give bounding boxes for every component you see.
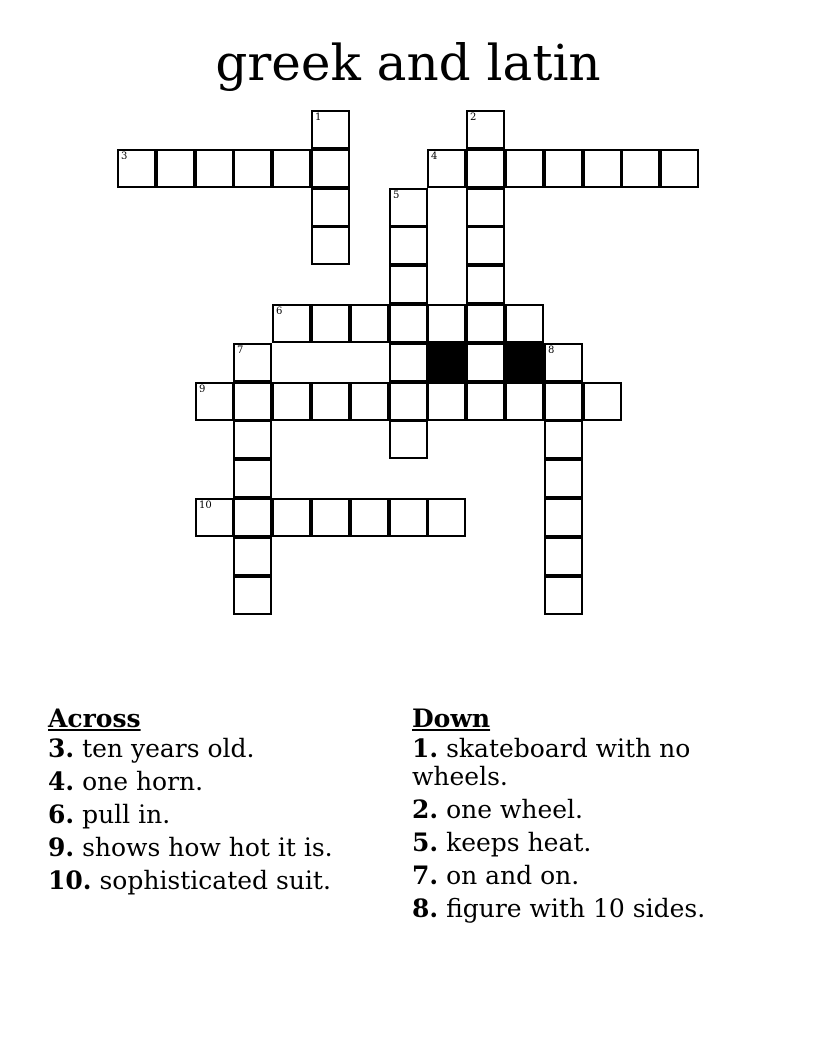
grid-cell[interactable] bbox=[466, 343, 505, 382]
across-clue bbox=[48, 768, 368, 796]
grid-cell[interactable] bbox=[389, 343, 428, 382]
across-clue bbox=[48, 735, 368, 763]
clue-number-label: 9 bbox=[199, 384, 206, 395]
clue-number-label: 3 bbox=[121, 151, 128, 162]
across-clue bbox=[48, 801, 368, 829]
clue-number-label: 6 bbox=[276, 306, 283, 317]
down-heading: Down bbox=[412, 704, 491, 733]
grid-cell[interactable] bbox=[272, 149, 311, 188]
grid-cell[interactable] bbox=[233, 498, 272, 537]
grid-cell[interactable] bbox=[272, 382, 311, 421]
grid-cell[interactable] bbox=[427, 304, 466, 343]
grid-cell[interactable] bbox=[311, 226, 350, 265]
grid-cell[interactable] bbox=[427, 382, 466, 421]
grid-cell[interactable] bbox=[233, 576, 272, 615]
grid-cell[interactable] bbox=[311, 304, 350, 343]
clue-text: keeps heat. bbox=[446, 828, 592, 857]
grid-cell[interactable] bbox=[544, 343, 583, 382]
grid-cell[interactable] bbox=[427, 149, 466, 188]
grid-cell[interactable] bbox=[583, 382, 622, 421]
clue-number: 9. bbox=[48, 833, 75, 862]
clue-number-label: 1 bbox=[315, 112, 322, 123]
clue-number: 5. bbox=[412, 828, 439, 857]
grid-cell[interactable] bbox=[389, 498, 428, 537]
grid-cell[interactable] bbox=[544, 498, 583, 537]
grid-cell[interactable] bbox=[466, 188, 505, 227]
clue-number-label: 5 bbox=[393, 190, 400, 201]
grid-cell[interactable] bbox=[583, 149, 622, 188]
grid-cell[interactable] bbox=[505, 304, 544, 343]
grid-cell[interactable] bbox=[195, 382, 234, 421]
across-clue bbox=[48, 834, 368, 862]
clue-text: skateboard with no wheels. bbox=[412, 734, 691, 791]
down-clue bbox=[412, 796, 732, 824]
grid-cell[interactable] bbox=[505, 382, 544, 421]
grid-cell[interactable] bbox=[389, 188, 428, 227]
clue-number: 6. bbox=[48, 800, 75, 829]
grid-cell[interactable] bbox=[544, 459, 583, 498]
across-clue bbox=[48, 867, 368, 895]
grid-cell[interactable] bbox=[466, 304, 505, 343]
puzzle-title: greek and latin bbox=[215, 34, 601, 92]
grid-cell[interactable] bbox=[311, 149, 350, 188]
across-heading: Across bbox=[48, 704, 141, 733]
grid-cell[interactable] bbox=[389, 265, 428, 304]
clue-number-label: 7 bbox=[237, 345, 244, 356]
grid-cell[interactable] bbox=[350, 304, 389, 343]
grid-cell[interactable] bbox=[195, 498, 234, 537]
down-clues bbox=[412, 702, 732, 928]
grid-cell[interactable] bbox=[311, 110, 350, 149]
black-square bbox=[427, 343, 466, 382]
grid-cell[interactable] bbox=[350, 498, 389, 537]
grid-cell[interactable] bbox=[117, 149, 156, 188]
clue-number: 4. bbox=[48, 767, 75, 796]
grid-cell[interactable] bbox=[466, 382, 505, 421]
grid-cell[interactable] bbox=[389, 382, 428, 421]
grid-cell[interactable] bbox=[311, 382, 350, 421]
down-clue bbox=[412, 829, 732, 857]
grid-cell[interactable] bbox=[389, 226, 428, 265]
down-clue bbox=[412, 862, 732, 890]
down-clue bbox=[412, 895, 732, 923]
grid-cell[interactable] bbox=[195, 149, 234, 188]
clue-number-label: 4 bbox=[431, 151, 438, 162]
grid-cell[interactable] bbox=[621, 149, 660, 188]
grid-cell[interactable] bbox=[311, 498, 350, 537]
grid-cell[interactable] bbox=[427, 498, 466, 537]
clue-number-label: 10 bbox=[199, 500, 212, 511]
grid-cell[interactable] bbox=[466, 110, 505, 149]
grid-cell[interactable] bbox=[505, 149, 544, 188]
clue-number: 7. bbox=[412, 861, 439, 890]
grid-cell[interactable] bbox=[233, 420, 272, 459]
grid-cell[interactable] bbox=[544, 537, 583, 576]
clue-text: on and on. bbox=[446, 861, 580, 890]
grid-cell[interactable] bbox=[544, 576, 583, 615]
grid-cell[interactable] bbox=[660, 149, 699, 188]
grid-cell[interactable] bbox=[311, 188, 350, 227]
clue-text: one horn. bbox=[82, 767, 204, 796]
grid-cell[interactable] bbox=[544, 382, 583, 421]
clue-text: shows how hot it is. bbox=[82, 833, 333, 862]
grid-cell[interactable] bbox=[233, 459, 272, 498]
clue-text: pull in. bbox=[82, 800, 171, 829]
clue-text: figure with 10 sides. bbox=[446, 894, 706, 923]
grid-cell[interactable] bbox=[466, 226, 505, 265]
grid-cell[interactable] bbox=[350, 382, 389, 421]
clue-number: 2. bbox=[412, 795, 439, 824]
clue-text: ten years old. bbox=[82, 734, 255, 763]
black-square bbox=[505, 343, 544, 382]
grid-cell[interactable] bbox=[272, 498, 311, 537]
clue-number: 1. bbox=[412, 734, 439, 763]
clue-number-label: 2 bbox=[470, 112, 477, 123]
clue-number: 3. bbox=[48, 734, 75, 763]
grid-cell[interactable] bbox=[156, 149, 195, 188]
grid-cell[interactable] bbox=[233, 382, 272, 421]
grid-cell[interactable] bbox=[466, 265, 505, 304]
clue-text: sophisticated suit. bbox=[99, 866, 331, 895]
clue-number-label: 8 bbox=[548, 345, 555, 356]
grid-cell[interactable] bbox=[233, 343, 272, 382]
grid-cell[interactable] bbox=[389, 304, 428, 343]
clue-number: 8. bbox=[412, 894, 439, 923]
down-clue bbox=[412, 735, 732, 791]
grid-cell[interactable] bbox=[544, 149, 583, 188]
grid-cell[interactable] bbox=[544, 420, 583, 459]
grid-cell[interactable] bbox=[466, 149, 505, 188]
clue-text: one wheel. bbox=[446, 795, 583, 824]
grid-cell[interactable] bbox=[389, 420, 428, 459]
grid-cell[interactable] bbox=[233, 149, 272, 188]
grid-cell[interactable] bbox=[272, 304, 311, 343]
across-clues bbox=[48, 702, 368, 900]
grid-cell[interactable] bbox=[233, 537, 272, 576]
clue-number: 10. bbox=[48, 866, 92, 895]
